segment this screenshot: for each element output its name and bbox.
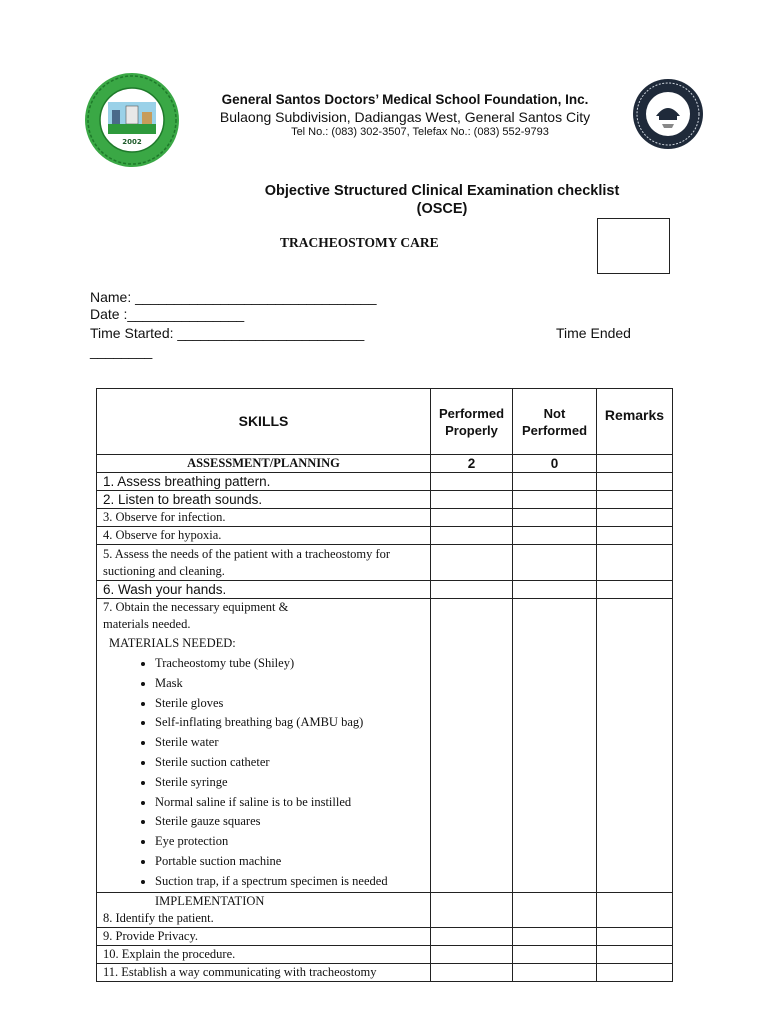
not-performed-cell[interactable] [513, 581, 597, 599]
performed-cell[interactable] [431, 581, 513, 599]
not-performed-header [513, 389, 597, 455]
organization-address: Bulaong Subdivision, Dadiangas West, General Santos City [219, 109, 591, 125]
row8-text: 8. Identify the patient. [103, 910, 214, 925]
time-started-field[interactable]: Time Started: ________________________ [90, 325, 365, 341]
row7-line1: 7. Obtain the necessary equipment & [103, 600, 289, 614]
performed-cell[interactable] [431, 491, 513, 509]
not-performed-cell[interactable] [513, 927, 597, 945]
skill-cell: 3. Observe for infection. [97, 509, 431, 527]
section-row [97, 455, 673, 473]
performed-cell[interactable] [431, 963, 513, 981]
list-item: • Normal saline if saline is to be instilled [155, 793, 424, 813]
list-item: • Sterile gloves [155, 694, 424, 714]
list-item: • Self-inflating breathing bag (AMBU bag) [155, 713, 424, 733]
table-row [97, 473, 673, 491]
row7-line2: materials needed. [103, 617, 191, 631]
not-performed-cell[interactable] [513, 473, 597, 491]
performed-properly-header [431, 389, 513, 455]
checklist-table [96, 388, 673, 982]
table-row [97, 945, 673, 963]
not-performed-cell[interactable] [513, 599, 597, 893]
table-row [97, 581, 673, 599]
materials-list [103, 654, 424, 892]
list-item: • Tracheostomy tube (Shiley) [155, 654, 424, 674]
remarks-cell[interactable] [597, 945, 673, 963]
implementation-heading: IMPLEMENTATION [155, 893, 265, 908]
list-item: • Eye protection [155, 832, 424, 852]
remarks-cell[interactable] [597, 892, 673, 927]
performed-cell[interactable] [431, 892, 513, 927]
name-field[interactable]: Name: _______________________________ [90, 289, 377, 305]
performed-cell[interactable] [431, 945, 513, 963]
section-label: ASSESSMENT/PLANNING [97, 455, 431, 473]
not-header-line2: Performed [521, 422, 588, 438]
procedure-title: TRACHEOSTOMY CARE [280, 235, 439, 250]
skill-cell: 10. Explain the procedure. [97, 945, 431, 963]
not-header-line1: Not [543, 405, 566, 421]
skills-header: SKILLS [97, 389, 431, 455]
remarks-cell[interactable] [597, 581, 673, 599]
table-row [97, 599, 673, 893]
list-item: • Sterile water [155, 733, 424, 753]
time-ended-label: Time Ended [556, 325, 631, 341]
remarks-cell[interactable] [597, 491, 673, 509]
date-field[interactable]: Date :_______________ [90, 306, 245, 322]
remarks-header: Remarks [597, 389, 673, 455]
materials-heading: MATERIALS NEEDED: [109, 636, 236, 650]
time-ended-field[interactable]: ________ [90, 343, 153, 359]
table-row [97, 527, 673, 545]
list-item: • Mask [155, 674, 424, 694]
list-item: • Sterile gauze squares [155, 812, 424, 832]
remarks-cell[interactable] [597, 545, 673, 581]
performed-cell[interactable] [431, 473, 513, 491]
skill-cell: 4. Observe for hypoxia. [97, 527, 431, 545]
table-row [97, 892, 673, 927]
score-not-performed: 0 [513, 455, 597, 473]
skill-cell-implementation [97, 892, 431, 927]
performed-cell[interactable] [431, 527, 513, 545]
list-item: • Portable suction machine [155, 852, 424, 872]
remarks-cell[interactable] [597, 455, 673, 473]
skill-cell: 11. Establish a way communicating with tracheostomy [97, 963, 431, 981]
table-header-row [97, 389, 673, 455]
performed-cell[interactable] [431, 927, 513, 945]
list-item: • Suction trap, if a spectrum specimen is needed [155, 872, 424, 892]
performed-cell[interactable] [431, 509, 513, 527]
not-performed-cell[interactable] [513, 945, 597, 963]
not-performed-cell[interactable] [513, 527, 597, 545]
form-title-line2: (OSCE) [416, 201, 468, 217]
skill-cell-materials [97, 599, 431, 893]
list-item: • Sterile syringe [155, 773, 424, 793]
remarks-cell[interactable] [597, 509, 673, 527]
remarks-cell[interactable] [597, 963, 673, 981]
table-row [97, 963, 673, 981]
table-row [97, 491, 673, 509]
not-performed-cell[interactable] [513, 963, 597, 981]
remarks-cell[interactable] [597, 527, 673, 545]
not-performed-cell[interactable] [513, 545, 597, 581]
skill-cell: 5. Assess the needs of the patient with a tracheostomy for suctioning and cleaning. [97, 545, 431, 581]
skill-cell: 2. Listen to breath sounds. [97, 491, 431, 509]
not-performed-cell[interactable] [513, 509, 597, 527]
not-performed-cell[interactable] [513, 491, 597, 509]
remarks-cell[interactable] [597, 927, 673, 945]
score-performed: 2 [431, 455, 513, 473]
performed-header-line2: Properly [445, 422, 498, 438]
remarks-cell[interactable] [597, 473, 673, 491]
list-item: • Sterile suction catheter [155, 753, 424, 773]
skill-cell: 1. Assess breathing pattern. [97, 473, 431, 491]
skill-cell: 6. Wash your hands. [97, 581, 431, 599]
organization-name: General Santos Doctors’ Medical School Foundation, Inc. [221, 92, 589, 107]
not-performed-cell[interactable] [513, 892, 597, 927]
logo-year: 2002 [122, 138, 142, 146]
skill-cell: 9. Provide Privacy. [97, 927, 431, 945]
table-row [97, 545, 673, 581]
form-title-line1: Objective Structured Clinical Examination checklist [264, 183, 620, 199]
performed-cell[interactable] [431, 599, 513, 893]
performed-header-line1: Performed [438, 405, 505, 421]
form-title [200, 182, 684, 218]
organization-contact: Tel No.: (083) 302-3507, Telefax No.: (083) 552-9793 [291, 126, 549, 138]
score-box[interactable] [597, 218, 670, 274]
performed-cell[interactable] [431, 545, 513, 581]
table-row [97, 927, 673, 945]
table-row [97, 509, 673, 527]
remarks-cell[interactable] [597, 599, 673, 893]
